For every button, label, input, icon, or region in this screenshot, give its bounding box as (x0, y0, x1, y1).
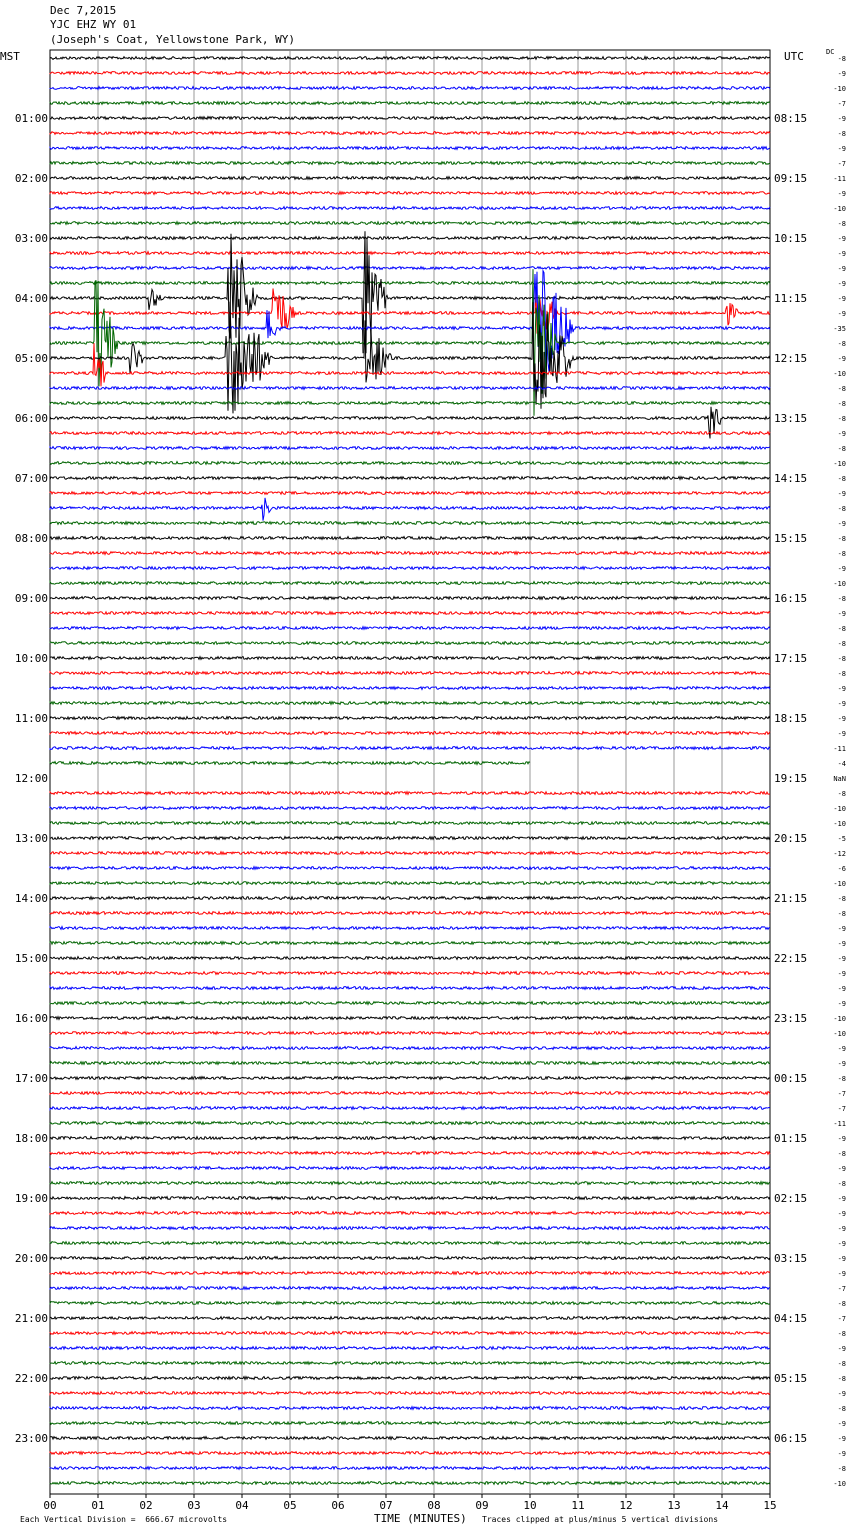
mst-hour-label: 17:00 (14, 1072, 48, 1085)
seismic-trace (50, 537, 770, 540)
dc-offset-label: -8 (837, 475, 846, 483)
dc-offset-label: -10 (833, 580, 846, 588)
dc-offset-label: -8 (837, 340, 846, 348)
seismic-trace (50, 1362, 770, 1365)
seismic-trace (50, 1212, 770, 1215)
x-tick-label: 01 (91, 1499, 105, 1512)
dc-offset-label: -9 (837, 235, 846, 243)
x-tick-label: 09 (475, 1499, 489, 1512)
dc-offset-label: -9 (837, 115, 846, 123)
dc-offset-label: -9 (837, 1135, 846, 1143)
mst-hour-label: 22:00 (14, 1372, 48, 1385)
dc-offset-label: -8 (837, 595, 846, 603)
dc-offset-label: -9 (837, 280, 846, 288)
x-tick-label: 05 (283, 1499, 297, 1512)
dc-offset-label: -8 (837, 415, 846, 423)
seismic-trace (50, 237, 770, 240)
x-tick-label: 07 (379, 1499, 393, 1512)
seismic-trace (50, 732, 770, 735)
utc-hour-label: 15:15 (774, 532, 808, 545)
seismic-trace (50, 672, 770, 675)
seismic-trace (50, 1107, 770, 1110)
utc-hour-label: 14:15 (774, 472, 808, 485)
dc-offset-label: -8 (837, 505, 846, 513)
seismic-trace (50, 1227, 770, 1230)
dc-offset-label: -9 (837, 490, 846, 498)
dc-offset-label: -9 (837, 565, 846, 573)
seismic-trace (50, 1467, 770, 1470)
seismic-trace (50, 271, 770, 377)
dc-offset-label: -8 (837, 670, 846, 678)
seismic-trace (50, 231, 770, 353)
utc-hour-label: 05:15 (774, 1372, 808, 1385)
seismic-trace (50, 1197, 770, 1200)
dc-offset-label: -8 (837, 1150, 846, 1158)
dc-offset-label: -8 (837, 130, 846, 138)
seismic-trace (50, 117, 770, 120)
seismic-trace (50, 477, 770, 480)
dc-offset-label: -10 (833, 85, 846, 93)
dc-offset-label: -9 (837, 1060, 846, 1068)
dc-offset-label: -10 (833, 880, 846, 888)
clip-note: Traces clipped at plus/minus 5 vertical divisions (482, 1515, 719, 1524)
seismic-trace (50, 1392, 770, 1395)
dc-offset-label: -9 (837, 1225, 846, 1233)
mst-hour-label: 06:00 (14, 412, 48, 425)
x-tick-label: 08 (427, 1499, 441, 1512)
seismic-trace (50, 269, 770, 416)
seismic-trace (50, 147, 770, 150)
dc-offset-label: -7 (837, 1105, 846, 1113)
dc-offset-label: -9 (837, 1270, 846, 1278)
seismic-trace (50, 1317, 770, 1320)
seismic-trace (50, 867, 770, 870)
seismic-trace (50, 1422, 770, 1425)
seismic-trace (50, 177, 770, 180)
seismic-trace (50, 492, 770, 495)
seismic-trace (50, 1287, 770, 1290)
seismic-trace (50, 1167, 770, 1170)
dc-offset-label: -8 (837, 445, 846, 453)
dc-offset-label: -9 (837, 1000, 846, 1008)
dc-offset-label: -8 (837, 55, 846, 63)
dc-offset-label: -9 (837, 955, 846, 963)
utc-hour-label: 17:15 (774, 652, 808, 665)
utc-hour-label: 19:15 (774, 772, 808, 785)
dc-offset-label: -9 (837, 1345, 846, 1353)
utc-hour-label: 03:15 (774, 1252, 808, 1265)
seismic-trace (50, 702, 770, 705)
dc-offset-label: -9 (837, 1255, 846, 1263)
seismic-trace (50, 1332, 770, 1335)
dc-offset-label: -8 (837, 640, 846, 648)
seismic-trace (50, 987, 770, 990)
seismic-trace (50, 1407, 770, 1410)
utc-hour-label: 04:15 (774, 1312, 808, 1325)
utc-hour-label: 20:15 (774, 832, 808, 845)
utc-hour-label: 13:15 (774, 412, 808, 425)
seismic-trace (50, 852, 770, 855)
mst-hour-label: 01:00 (14, 112, 48, 125)
dc-offset-label: -9 (837, 250, 846, 258)
plot-title: YJC EHZ WY 01 (50, 18, 137, 31)
dc-offset-label: -8 (837, 385, 846, 393)
utc-hour-label: 12:15 (774, 352, 808, 365)
mst-hour-label: 13:00 (14, 832, 48, 845)
seismic-trace (50, 447, 770, 450)
seismic-trace (50, 1047, 770, 1050)
mst-hour-label: 19:00 (14, 1192, 48, 1205)
utc-hour-label: 16:15 (774, 592, 808, 605)
seismic-trace (50, 882, 770, 885)
dc-offset-label: -8 (837, 535, 846, 543)
plot-date: Dec 7,2015 (50, 4, 117, 17)
seismic-trace (50, 627, 770, 630)
seismic-trace (50, 717, 770, 720)
dc-offset-label: -8 (837, 220, 846, 228)
dc-offset-label: -9 (837, 1420, 846, 1428)
utc-hour-label: 21:15 (774, 892, 808, 905)
trace-group (50, 57, 770, 1485)
dc-offset-label: -7 (837, 1285, 846, 1293)
seismic-trace (50, 252, 770, 255)
plot-subtitle: (Joseph's Coat, Yellowstone Park, WY) (50, 33, 296, 46)
dc-offset-label: -8 (837, 895, 846, 903)
dc-offset-label: -5 (837, 835, 846, 843)
dc-offset-label: -9 (837, 295, 846, 303)
seismic-trace (50, 132, 770, 135)
utc-hour-label: 08:15 (774, 112, 808, 125)
dc-label: DC (826, 48, 835, 56)
x-tick-label: 02 (139, 1499, 153, 1512)
dc-offset-label: -4 (837, 760, 846, 768)
dc-offset-label: -10 (833, 1015, 846, 1023)
seismic-trace (50, 942, 770, 945)
seismic-trace (50, 912, 770, 915)
dc-offset-label: -9 (837, 1195, 846, 1203)
seismic-trace (50, 1377, 770, 1380)
mst-hour-label: 03:00 (14, 232, 48, 245)
seismic-trace (50, 687, 770, 690)
grid-lines (50, 50, 770, 1494)
dc-offset-label: -9 (837, 1240, 846, 1248)
x-tick-label: 03 (187, 1499, 201, 1512)
utc-hour-label: 10:15 (774, 232, 808, 245)
utc-hour-label: 11:15 (774, 292, 808, 305)
mst-hour-label: 07:00 (14, 472, 48, 485)
dc-offset-label: -10 (833, 460, 846, 468)
dc-offset-label: -9 (837, 730, 846, 738)
dc-offset-label: -9 (837, 190, 846, 198)
seismic-trace (50, 1482, 770, 1485)
seismic-trace (50, 657, 770, 660)
seismic-trace (50, 222, 770, 225)
dc-offset-label: -10 (833, 1480, 846, 1488)
dc-offset-label: -8 (837, 625, 846, 633)
dc-offset-label: NaN (833, 775, 846, 783)
seismic-trace (50, 282, 770, 285)
dc-offset-label: -11 (833, 175, 846, 183)
seismic-trace (50, 1002, 770, 1005)
seismic-trace (50, 792, 770, 795)
seismic-trace (50, 387, 770, 390)
dc-offset-label: -8 (837, 1375, 846, 1383)
dc-offset-label: -10 (833, 1030, 846, 1038)
utc-hour-label: 02:15 (774, 1192, 808, 1205)
mst-hour-label: 09:00 (14, 592, 48, 605)
dc-offset-label: -9 (837, 430, 846, 438)
x-tick-label: 10 (523, 1499, 537, 1512)
plot-frame (50, 50, 770, 1494)
mst-hour-label: 23:00 (14, 1432, 48, 1445)
dc-offset-label: -9 (837, 1390, 846, 1398)
mst-hour-label: 18:00 (14, 1132, 48, 1145)
x-tick-label: 14 (715, 1499, 729, 1512)
seismic-trace (50, 162, 770, 165)
seismic-trace (50, 1062, 770, 1065)
seismic-trace (50, 1272, 770, 1275)
seismic-trace (50, 1242, 770, 1245)
mst-hour-label: 15:00 (14, 952, 48, 965)
seismic-trace (50, 807, 770, 810)
mst-hour-label: 04:00 (14, 292, 48, 305)
seismic-trace (50, 1017, 770, 1020)
seismic-trace (50, 1347, 770, 1350)
dc-offset-label: -7 (837, 160, 846, 168)
seismic-trace (50, 402, 770, 405)
dc-offset-label: -9 (837, 145, 846, 153)
seismic-trace (50, 1122, 770, 1125)
dc-offset-label: -7 (837, 1315, 846, 1323)
mst-hour-label: 10:00 (14, 652, 48, 665)
dc-offset-label: -9 (837, 700, 846, 708)
dc-offset-label: -8 (837, 655, 846, 663)
seismic-trace (50, 612, 770, 615)
seismic-trace (50, 1077, 770, 1080)
dc-offset-label: -10 (833, 805, 846, 813)
dc-offset-label: -10 (833, 820, 846, 828)
seismic-trace (50, 957, 770, 960)
seismic-trace (50, 522, 770, 525)
seismic-trace (50, 552, 770, 555)
mst-hour-label: 02:00 (14, 172, 48, 185)
seismic-trace (50, 567, 770, 570)
x-axis-title: TIME (MINUTES) (374, 1512, 467, 1525)
utc-hour-label: 09:15 (774, 172, 808, 185)
dc-offset-label: -9 (837, 940, 846, 948)
mst-hour-label: 12:00 (14, 772, 48, 785)
utc-hour-label: 01:15 (774, 1132, 808, 1145)
dc-offset-label: -8 (837, 400, 846, 408)
dc-offset-label: -11 (833, 1120, 846, 1128)
x-tick-label: 06 (331, 1499, 345, 1512)
seismic-trace (50, 1257, 770, 1260)
mst-hour-label: 11:00 (14, 712, 48, 725)
x-tick-label: 15 (763, 1499, 777, 1512)
utc-hour-label: 23:15 (774, 1012, 808, 1025)
seismic-trace (50, 498, 770, 521)
seismic-trace (50, 1302, 770, 1305)
seismic-trace (50, 343, 770, 386)
utc-hour-label: 00:15 (774, 1072, 808, 1085)
dc-offset-label: -35 (833, 325, 846, 333)
dc-offset-label: -8 (837, 790, 846, 798)
seismic-trace (50, 1092, 770, 1095)
dc-offset-label: -10 (833, 370, 846, 378)
dc-offset-label: -7 (837, 1090, 846, 1098)
seismic-trace (50, 1137, 770, 1140)
seismic-trace (50, 1152, 770, 1155)
dc-offset-label: -9 (837, 685, 846, 693)
dc-offset-label: -9 (837, 265, 846, 273)
seismic-trace (50, 822, 770, 825)
seismic-trace (50, 1032, 770, 1035)
seismic-trace (50, 972, 770, 975)
dc-offset-label: -9 (837, 1450, 846, 1458)
dc-offset-label: -10 (833, 205, 846, 213)
seismic-trace (50, 642, 770, 645)
dc-offset-label: -8 (837, 1465, 846, 1473)
dc-offset-label: -8 (837, 1300, 846, 1308)
utc-hour-label: 22:15 (774, 952, 808, 965)
dc-offset-label: -9 (837, 1165, 846, 1173)
dc-offset-label: -8 (837, 1330, 846, 1338)
mst-hour-label: 20:00 (14, 1252, 48, 1265)
seismic-trace (50, 462, 770, 465)
dc-offset-label: -12 (833, 850, 846, 858)
seismic-trace (50, 582, 770, 585)
dc-offset-label: -9 (837, 70, 846, 78)
mst-hour-label: 21:00 (14, 1312, 48, 1325)
seismic-trace (50, 927, 770, 930)
seismic-trace (50, 597, 770, 600)
dc-offset-label: -8 (837, 910, 846, 918)
x-tick-label: 12 (619, 1499, 633, 1512)
dc-offset-label: -9 (837, 310, 846, 318)
seismic-trace (50, 897, 770, 900)
x-tick-label: 00 (43, 1499, 57, 1512)
dc-offset-label: -8 (837, 1180, 846, 1188)
seismic-trace (50, 302, 770, 414)
seismic-trace (50, 57, 770, 60)
dc-offset-label: -9 (837, 970, 846, 978)
right-axis-label: UTC (784, 50, 804, 63)
seismic-trace (50, 837, 770, 840)
mst-hour-label: 16:00 (14, 1012, 48, 1025)
scale-note: Each Vertical Division = 666.67 microvolts (20, 1515, 228, 1524)
seismic-trace (50, 407, 770, 439)
dc-offset-label: -9 (837, 1210, 846, 1218)
left-axis-label: MST (0, 50, 20, 63)
utc-hour-label: 18:15 (774, 712, 808, 725)
mst-hour-label: 08:00 (14, 532, 48, 545)
dc-offset-label: -9 (837, 715, 846, 723)
seismic-trace (50, 432, 770, 435)
dc-offset-label: -8 (837, 1075, 846, 1083)
mst-hour-label: 14:00 (14, 892, 48, 905)
mst-hour-label: 05:00 (14, 352, 48, 365)
dc-offset-label: -9 (837, 610, 846, 618)
dc-offset-label: -8 (837, 1360, 846, 1368)
dc-offset-label: -8 (837, 550, 846, 558)
x-tick-label: 11 (571, 1499, 585, 1512)
dc-offset-label: -7 (837, 100, 846, 108)
utc-hour-label: 06:15 (774, 1432, 808, 1445)
seismic-trace (50, 102, 770, 105)
dc-offset-label: -9 (837, 355, 846, 363)
dc-offset-label: -6 (837, 865, 846, 873)
seismic-trace (50, 1437, 770, 1440)
seismic-trace (50, 207, 770, 210)
dc-offset-label: -11 (833, 745, 846, 753)
axis-labels (15, 55, 846, 1512)
dc-offset-label: -8 (837, 1405, 846, 1413)
seismic-trace (50, 747, 770, 750)
dc-offset-label: -9 (837, 1045, 846, 1053)
dc-offset-label: -9 (837, 520, 846, 528)
dc-offset-label: -9 (837, 925, 846, 933)
seismic-trace (50, 87, 770, 90)
x-tick-label: 13 (667, 1499, 681, 1512)
seismic-trace (50, 267, 770, 270)
dc-offset-label: -9 (837, 1435, 846, 1443)
x-tick-label: 04 (235, 1499, 249, 1512)
dc-offset-label: -9 (837, 985, 846, 993)
seismic-trace (50, 72, 770, 75)
seismic-trace (50, 1452, 770, 1455)
seismic-trace (50, 192, 770, 195)
seismic-trace (50, 1182, 770, 1185)
